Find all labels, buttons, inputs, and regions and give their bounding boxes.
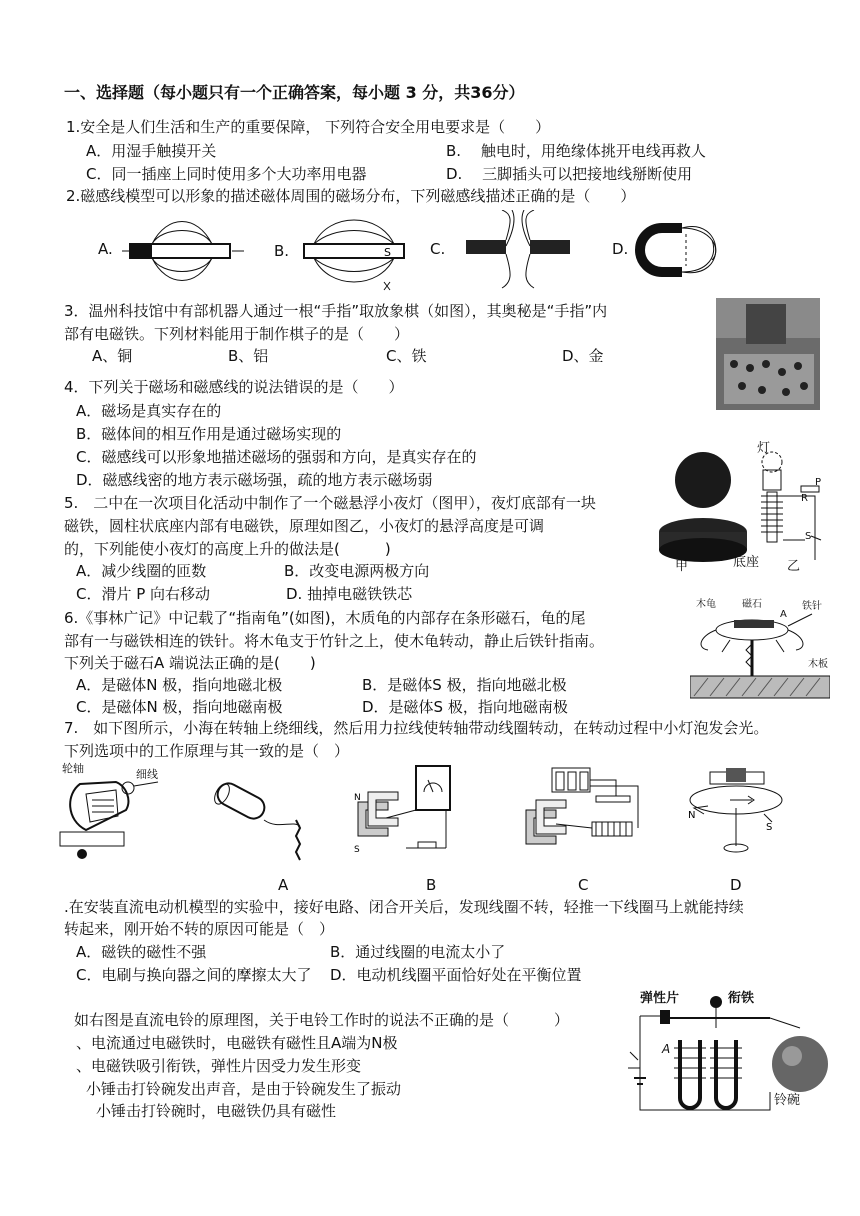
q7-option-b-figure <box>346 762 466 862</box>
q8-line-2: 转起来，刚开始不转的原因可能是（ ） <box>64 920 335 938</box>
q4-option-b: B．磁体间的相互作用是通过磁场实现的 <box>76 425 342 443</box>
q1-option-b: B. 触电时，用绝缘体挑开电线再救人 <box>446 142 706 160</box>
svg-text:S: S <box>766 822 773 833</box>
q5-label-r: R <box>801 493 808 504</box>
q2-field-lines-d-diagram <box>612 210 732 290</box>
q1-stem: 1.安全是人们生活和生产的重要保障， 下列符合安全用电要求是（ ） <box>66 118 551 136</box>
q5-option-c: C．滑片 P 向右移动 <box>76 585 211 603</box>
q5-line-3: 的，下列能使小夜灯的高度上升的做法是( ) <box>64 540 391 558</box>
q5-label-lamp: 灯 <box>757 441 771 456</box>
q7-option-c-figure <box>516 762 650 862</box>
q5-option-a: A．减少线圈的匝数 <box>76 562 207 580</box>
q6-option-a: A．是磁体N 极，指向地磁北极 <box>76 676 283 694</box>
q2-magnet-s-label: S <box>384 246 391 259</box>
q2-field-lines-b-diagram <box>274 212 424 292</box>
q4-option-a: A．磁场是真实存在的 <box>76 402 222 420</box>
q4-option-c: C．磁感线可以形象地描述磁场的强弱和方向，是真实存在的 <box>76 448 477 466</box>
q5-option-d: D. 抽掉电磁铁铁芯 <box>286 585 413 603</box>
q2-field-lines-c-diagram <box>430 210 590 290</box>
q6-label-board: 木板 <box>808 659 828 670</box>
q7-option-label-a: A <box>278 876 289 894</box>
q4-option-d: D．磁感线密的地方表示磁场强，疏的地方表示磁场弱 <box>76 471 433 489</box>
q8-option-b: B．通过线圈的电流太小了 <box>330 943 506 961</box>
q4-stem: 4．下列关于磁场和磁感线的说法错误的是（ ） <box>64 378 404 396</box>
q3-option-a: A、铜 <box>92 347 133 365</box>
q8-option-a: A．磁铁的磁性不强 <box>76 943 207 961</box>
q2-figure-d <box>612 210 732 290</box>
q3-option-d: D、金 <box>562 347 604 365</box>
q8-option-d: D．电动机线圈平面恰好处在平衡位置 <box>330 966 582 984</box>
svg-text:N: N <box>354 793 361 803</box>
q7-line-2: 下列选项中的工作原理与其一致的是（ ） <box>64 742 350 760</box>
q6-label-needle: 铁针 <box>802 601 822 612</box>
q6-line-2: 部有一与磁铁相连的铁针。将木龟支于竹针之上，使木龟转动，静止后铁针指南。 <box>64 632 605 650</box>
q6-line-1: 6.《事林广记》中记载了“指南龟”(如图)，木质龟的内部存在条形磁石，龟的尾 <box>64 609 586 627</box>
q2-figure-c <box>430 210 590 290</box>
q6-label-turtle: 木龟 <box>696 599 716 610</box>
q6-option-b: B．是磁体S 极，指向地磁北极 <box>362 676 567 694</box>
q9-electric-bell-figure <box>620 988 832 1112</box>
q9-label-armature: 衔铁 <box>728 991 755 1006</box>
q3-option-b: B、铝 <box>228 347 269 365</box>
q5-line-1: 5. 二中在一次项目化活动中制作了一个磁悬浮小夜灯（图甲），夜灯底部有一块 <box>64 494 596 512</box>
q5-label-s: S <box>805 531 812 542</box>
q2-label-c: C. <box>430 240 446 258</box>
q8-line-1: .在安装直流电动机模型的实验中，接好电路、闭合开关后，发现线圈不转，轻推一下线圈马上就能持续 <box>64 898 744 916</box>
q5-option-b: B．改变电源两极方向 <box>284 562 430 580</box>
q9-option-d: 小锤击打铃碗时，电磁铁仍具有磁性 <box>96 1102 337 1120</box>
q9-label-bell: 铃碗 <box>774 1093 801 1108</box>
q7-option-label-d: D <box>730 876 742 894</box>
svg-text:N: N <box>688 810 696 821</box>
svg-text:S: S <box>354 845 360 855</box>
q7-option-label-c: C <box>578 876 589 894</box>
q7-label-thread: 细线 <box>136 768 158 781</box>
q2-label-b: B. <box>274 242 290 260</box>
q7-option-a-figure <box>208 780 318 862</box>
q3-robot-chess-photo <box>716 298 820 410</box>
q5-label-base: 底座 <box>733 555 760 570</box>
q2-label-a: A. <box>98 240 113 258</box>
q2-field-lines-a-diagram <box>92 212 252 292</box>
q3-line-2: 部有电磁铁。下列材料能用于制作棋子的是（ ） <box>64 325 410 343</box>
q7-generator-figure <box>56 760 160 860</box>
q5-label-jia: 甲 <box>675 559 689 574</box>
q5-label-p: P <box>815 477 822 488</box>
q1-option-a: A．用湿手触摸开关 <box>86 142 217 160</box>
q2-label-d: D. <box>612 240 629 258</box>
q2-stem: 2.磁感线模型可以形象的描述磁体周围的磁场分布，下列磁感线描述正确的是（ ） <box>66 187 636 205</box>
q2-figure-b <box>274 212 424 292</box>
q7-option-label-b: B <box>426 876 437 894</box>
q9-stem: 如右图是直流电铃的原理图，关于电铃工作时的说法不正确的是（ ） <box>74 1011 570 1029</box>
q9-option-c: 小锤击打铃碗发出声音，是由于铃碗发生了振动 <box>86 1080 402 1098</box>
q6-option-c: C．是磁体N 极，指向地磁南极 <box>76 698 283 716</box>
q3-option-c: C、铁 <box>386 347 427 365</box>
q9-option-a: 、电流通过电磁铁时，电磁铁有磁性且A端为N极 <box>76 1034 398 1052</box>
section-title: 一、选择题（每小题只有一个正确答案，每小题 3 分，共36分） <box>64 83 525 102</box>
q6-option-d: D．是磁体S 极，指向地磁南极 <box>362 698 568 716</box>
q7-label-axle: 轮轴 <box>62 762 84 775</box>
q6-label-magnet: 磁石 <box>742 599 762 610</box>
q9-label-a: A <box>662 1042 671 1056</box>
q5-label-yi: 乙 <box>787 559 801 574</box>
q9-option-b: 、电磁铁吸引衔铁，弹性片因受力发生形变 <box>76 1057 362 1075</box>
q9-label-spring: 弹性片 <box>640 991 680 1006</box>
q1-option-d: D. 三脚插头可以把接地线掰断使用 <box>446 165 693 183</box>
q5-line-2: 磁铁，圆柱状底座内部有电磁铁，原理如图乙，小夜灯的悬浮高度是可调 <box>64 517 545 535</box>
q5-maglev-lamp-figure <box>655 440 835 580</box>
q6-label-a: A <box>780 609 787 620</box>
q2-figure-a <box>92 212 252 292</box>
q1-option-c: C．同一插座上同时使用多个大功率用电器 <box>86 165 367 183</box>
q6-line-3: 下列关于磁石A 端说法正确的是( ) <box>64 654 316 672</box>
q8-option-c: C．电刷与换向器之间的摩擦太大了 <box>76 966 312 984</box>
q3-line-1: 3．温州科技馆中有部机器人通过一根“手指”取放象棋（如图），其奥秘是“手指”内 <box>64 302 608 320</box>
q6-south-pointing-turtle-figure <box>690 596 830 700</box>
q7-line-1: 7. 如下图所示，小海在转轴上绕细线，然后用力拉线使转轴带动线圈转动，在转动过程中小灯泡发会光。 <box>64 719 769 737</box>
q7-option-d-figure <box>684 764 788 860</box>
